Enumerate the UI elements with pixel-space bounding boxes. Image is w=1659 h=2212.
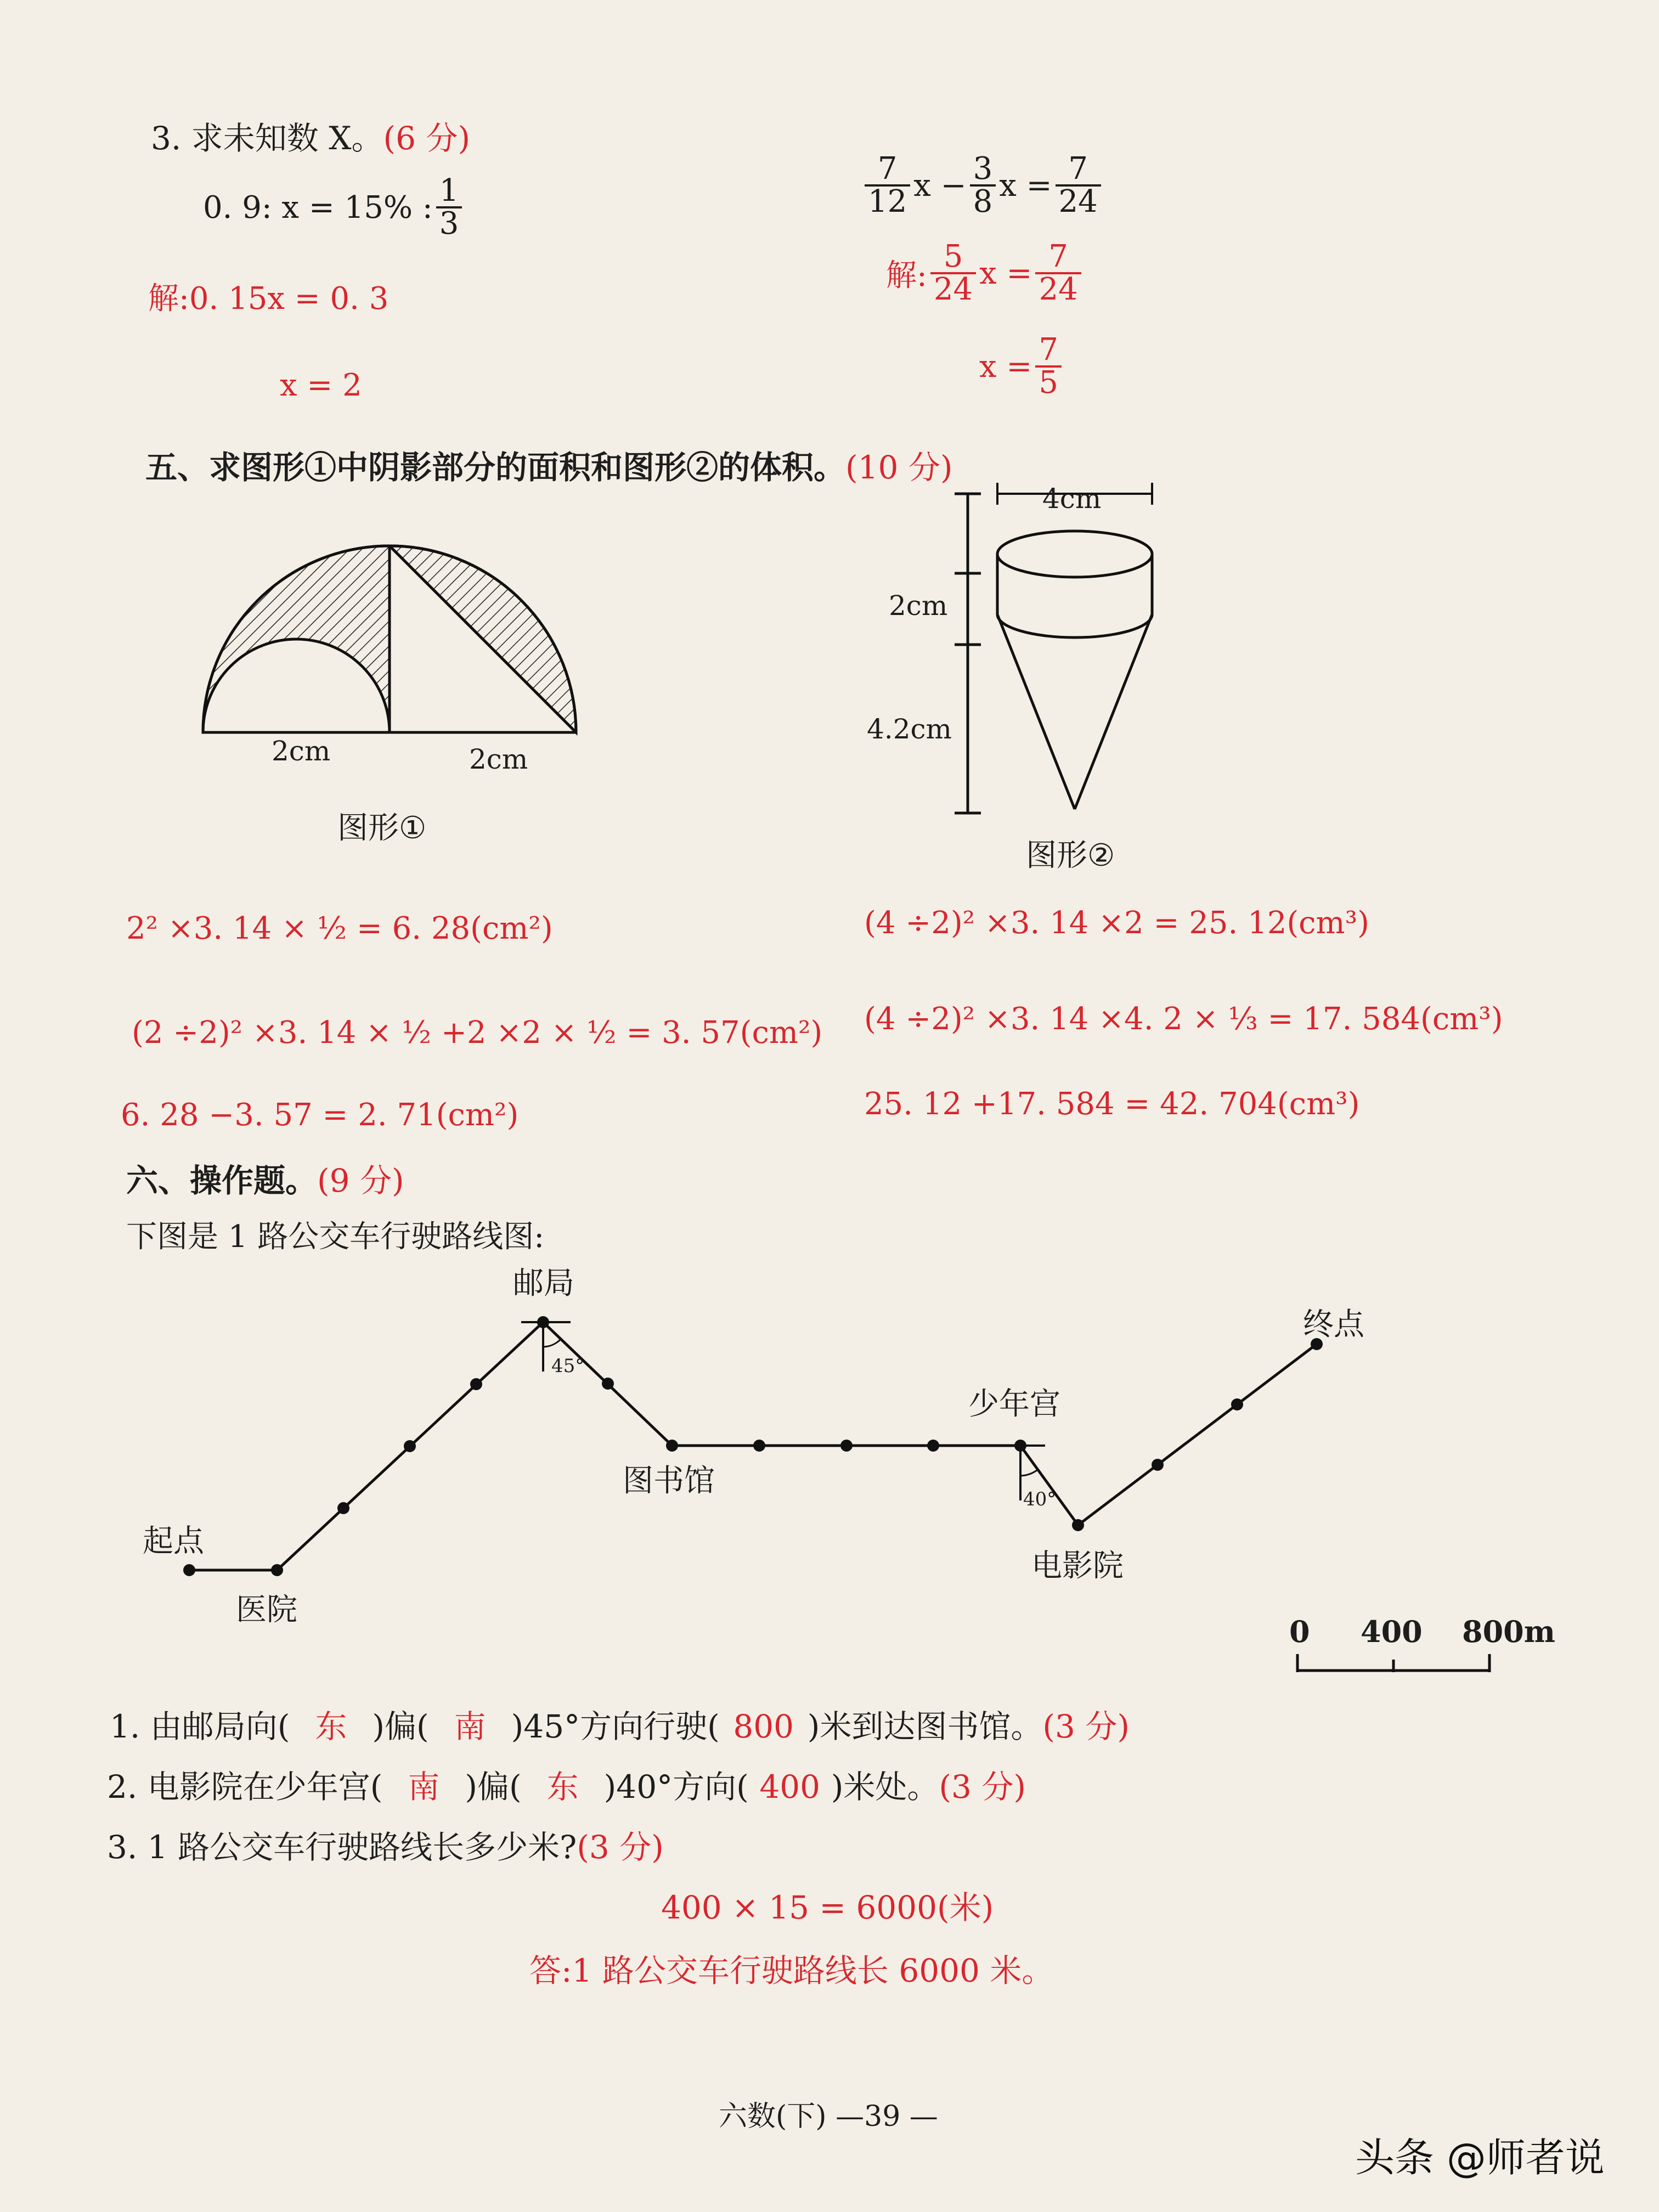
s5-title xyxy=(145,442,953,488)
q1-text-3: )45°方向行驶( xyxy=(511,1708,720,1745)
eq1-lhs: 0. 9: x = 15% : xyxy=(203,189,433,225)
eq2-a-den: 12 xyxy=(865,184,910,217)
eq2-frac-a xyxy=(865,151,910,219)
sol2b-den: 5 xyxy=(1035,365,1062,398)
s6-intro: 下图是 1 路公交车行驶路线图: xyxy=(126,1219,545,1255)
sol2-prefix: 解: xyxy=(886,258,927,294)
fig2-label-top: 4cm xyxy=(1042,483,1102,515)
calc-left-2: (2 ÷2)² ×3. 14 × ½ +2 ×2 × ½ = 3. 57(cm²) xyxy=(132,1015,823,1051)
s6-title xyxy=(126,1155,404,1201)
s6-answer-text: 答:1 路公交车行驶路线长 6000 米。 xyxy=(529,1952,1054,1989)
route-dot xyxy=(337,1502,349,1514)
scale-label-0: 0 xyxy=(1289,1614,1310,1649)
eq2-b-num: 3 xyxy=(973,151,993,187)
stop-dot xyxy=(271,1564,283,1576)
q3-score: (6 分) xyxy=(383,120,471,157)
fig1-label-left: 2cm xyxy=(272,735,331,767)
sol2-a-num: 5 xyxy=(943,239,963,274)
route-dot xyxy=(1231,1398,1243,1410)
q2-answer-1: 南 xyxy=(408,1768,440,1805)
s6-score: (9 分) xyxy=(317,1162,404,1199)
cylinder-top-ellipse xyxy=(997,531,1152,577)
q2-text-4: )米处。 xyxy=(831,1768,939,1805)
stop-dot xyxy=(666,1440,678,1452)
stop-library: 图书馆 xyxy=(623,1463,715,1499)
route-dot xyxy=(753,1440,765,1452)
q3-title-text: 3. 求未知数 X。 xyxy=(151,120,383,157)
q3b-score: (3 分) xyxy=(577,1829,664,1866)
route-dot xyxy=(1152,1459,1164,1471)
s6-question-1 xyxy=(110,1701,1130,1747)
q2-text-1: 2. 电影院在少年宫( xyxy=(107,1768,383,1805)
s5-title-text: 五、求图形①中阴影部分的面积和图形②的体积。 xyxy=(145,449,846,486)
cone-right-side xyxy=(1075,614,1152,809)
q2-score: (3 分) xyxy=(939,1768,1026,1805)
route-dot xyxy=(602,1378,614,1390)
angle-label-45: 45° xyxy=(551,1355,585,1377)
stop-dot xyxy=(183,1564,195,1576)
q1-text-2: )偏( xyxy=(372,1708,429,1745)
route-dot xyxy=(470,1378,482,1390)
angle-arc-40 xyxy=(1020,1470,1037,1476)
calc-right-3: 25. 12 +17. 584 = 42. 704(cm³) xyxy=(864,1086,1360,1122)
s6-title-text: 六、操作题。 xyxy=(126,1162,318,1199)
cylinder-bottom-arc xyxy=(997,614,1152,637)
stop-dot xyxy=(1072,1519,1084,1531)
figure-1-diagram xyxy=(181,543,598,763)
sol2-b-den: 24 xyxy=(1035,272,1081,305)
q3-solution-2-line-1 xyxy=(886,241,1085,305)
scale-label-400: 400 xyxy=(1361,1614,1423,1649)
q2-answer-3: 400 xyxy=(759,1768,821,1805)
calc-right-1: (4 ÷2)² ×3. 14 ×2 = 25. 12(cm³) xyxy=(864,905,1369,941)
calc-left-1: 2² ×3. 14 × ½ = 6. 28(cm²) xyxy=(126,911,553,946)
stop-terminal: 终点 xyxy=(1303,1307,1364,1342)
sol2-b-num: 7 xyxy=(1048,239,1068,274)
eq1-frac-den: 3 xyxy=(436,206,462,239)
watermark: 头条 @师者说 xyxy=(1355,2135,1605,2181)
q2-text-2: )偏( xyxy=(465,1768,522,1805)
cone-left-side xyxy=(997,614,1075,809)
fig1-label-right: 2cm xyxy=(469,743,528,775)
stop-start: 起点 xyxy=(143,1523,204,1559)
q3-solution-1-line-2: x = 2 xyxy=(280,368,362,403)
route-dot xyxy=(840,1440,853,1452)
sol2-frac-b xyxy=(1035,241,1081,305)
eq2-a-num: 7 xyxy=(877,151,898,187)
q2-text-3: )40°方向( xyxy=(603,1768,749,1805)
q3-equation-2 xyxy=(861,151,1104,219)
angle-arc-45 xyxy=(543,1340,560,1347)
fig1-caption: 图形① xyxy=(337,810,427,846)
stop-post-office: 邮局 xyxy=(513,1266,574,1301)
scale-label-800: 800m xyxy=(1462,1614,1555,1649)
eq2-frac-c xyxy=(1056,151,1101,219)
page-footer: 六数(下) —39 — xyxy=(719,2100,938,2133)
sol2b-num: 7 xyxy=(1039,332,1058,368)
q3b-text: 3. 1 路公交车行驶路线长多少米? xyxy=(107,1829,577,1866)
sol2b-frac xyxy=(1035,332,1062,400)
fig2-label-cone: 4.2cm xyxy=(867,713,952,745)
eq2-a-var: x − xyxy=(913,167,967,204)
calc-right-2: (4 ÷2)² ×3. 14 ×4. 2 × ⅓ = 17. 584(cm³) xyxy=(864,1001,1503,1037)
q1-answer-1: 东 xyxy=(315,1708,347,1745)
q1-text-4: )米到达图书馆。 xyxy=(807,1708,1043,1745)
route-dot xyxy=(404,1440,416,1452)
q3-equation-1 xyxy=(203,173,465,241)
s5-score: (10 分) xyxy=(845,449,953,486)
q1-answer-3: 800 xyxy=(733,1708,794,1745)
fig2-label-cylinder: 2cm xyxy=(889,590,948,622)
s6-question-3 xyxy=(107,1821,664,1867)
sol2-frac-a xyxy=(930,241,976,305)
sol2-a-den: 24 xyxy=(930,272,976,305)
eq2-c-num: 7 xyxy=(1068,151,1088,187)
s6-question-2 xyxy=(107,1761,1026,1807)
q1-score: (3 分) xyxy=(1042,1708,1130,1745)
q1-answer-2: 南 xyxy=(454,1708,486,1745)
eq1-frac-num: 1 xyxy=(439,173,459,208)
shaded-region-left xyxy=(203,546,390,732)
figure-2-diagram xyxy=(955,483,1185,823)
q3-solution-2-line-2 xyxy=(979,332,1065,400)
eq2-b-den: 8 xyxy=(970,184,996,217)
eq1-fraction xyxy=(436,173,462,241)
q3-title xyxy=(151,112,470,159)
q2-answer-2: 东 xyxy=(546,1768,579,1805)
stop-dot xyxy=(537,1316,549,1328)
fig2-caption: 图形② xyxy=(1026,838,1115,873)
stop-cinema: 电影院 xyxy=(1031,1548,1124,1584)
route-line xyxy=(189,1322,1317,1570)
s6-answer-calculation: 400 × 15 = 6000(米) xyxy=(661,1889,994,1926)
route-dot xyxy=(927,1440,939,1452)
q3-solution-1-line-1: 解:0. 15x = 0. 3 xyxy=(148,281,389,317)
sol2-mid: x = xyxy=(979,255,1032,291)
stop-youth-palace: 少年宫 xyxy=(968,1386,1060,1422)
calc-left-3: 6. 28 −3. 57 = 2. 71(cm²) xyxy=(121,1097,519,1133)
q1-text-1: 1. 由邮局向( xyxy=(110,1708,290,1745)
angle-label-40: 40° xyxy=(1023,1488,1057,1510)
eq2-frac-b xyxy=(970,151,996,219)
stop-hospital: 医院 xyxy=(236,1592,297,1628)
sol2b-prefix: x = xyxy=(979,348,1032,385)
eq2-c-den: 24 xyxy=(1056,184,1101,217)
eq2-b-var: x = xyxy=(999,167,1052,204)
stop-dot xyxy=(1014,1440,1026,1452)
